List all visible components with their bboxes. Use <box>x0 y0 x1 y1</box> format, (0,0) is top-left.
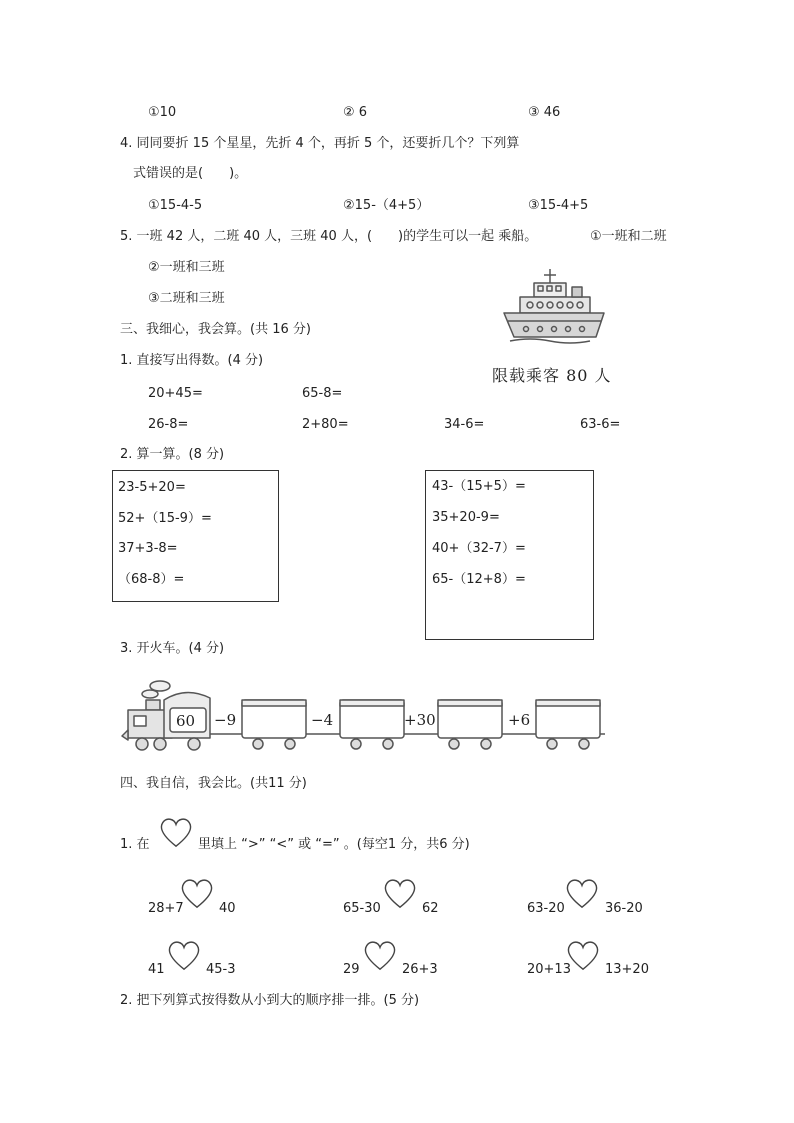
q4-option-2: ②15-（4+5） <box>343 198 430 213</box>
heart-icon[interactable] <box>563 876 601 910</box>
compare-left: 20+13 <box>527 962 571 977</box>
compare-right: 36-20 <box>605 901 643 916</box>
section-3-q2-title: 2. 算一算。(8 分) <box>120 447 225 462</box>
q4-line-2: 式错误的是( )。 <box>133 166 248 181</box>
calc-item: 65-8= <box>302 386 343 401</box>
heart-icon[interactable] <box>165 938 203 972</box>
boat-caption: 限载乘客 80 人 <box>492 366 612 385</box>
compare-left: 41 <box>148 962 165 977</box>
compare-left: 65-30 <box>343 901 381 916</box>
calc-item: 26-8= <box>148 417 189 432</box>
compare-right: 13+20 <box>605 962 649 977</box>
train-start-number: 60 <box>176 712 196 730</box>
section-4-q2-title: 2. 把下列算式按得数从小到大的顺序排一排。(5 分) <box>120 993 420 1008</box>
heart-icon <box>157 815 195 849</box>
heart-icon[interactable] <box>564 938 602 972</box>
calc-left-item: 23-5+20= <box>118 480 186 495</box>
compare-left: 63-20 <box>527 901 565 916</box>
section-3-title: 三、我细心，我会算。(共 16 分) <box>120 322 311 337</box>
calc-right-item: 65-（12+8）= <box>432 572 526 587</box>
q3-option-3: ③ 46 <box>528 105 561 120</box>
calc-item: 20+45= <box>148 386 203 401</box>
heart-icon[interactable] <box>381 876 419 910</box>
section-4-q1-prefix: 1. 在 <box>120 837 150 852</box>
section-4-title: 四、我自信，我会比。(共11 分) <box>120 776 307 791</box>
calc-right-item: 40+（32-7）= <box>432 541 526 556</box>
section-3-q3-title: 3. 开火车。(4 分) <box>120 641 225 656</box>
calc-left-item: 52+（15-9）= <box>118 511 212 526</box>
q4-line-1: 4. 同同要折 15 个星星，先折 4 个，再折 5 个，还要折几个？下列算 <box>120 136 520 151</box>
q5-line-1: 5. 一班 42 人，二班 40 人，三班 40 人，( )的学生可以一起 乘船。 <box>120 229 538 244</box>
train-op: −9 <box>214 711 237 729</box>
section-3-q1-title: 1. 直接写出得数。(4 分) <box>120 353 264 368</box>
train-op: +6 <box>508 711 531 729</box>
q4-option-3: ③15-4+5 <box>528 198 589 213</box>
calc-left-item: 37+3-8= <box>118 541 178 556</box>
compare-right: 40 <box>219 901 236 916</box>
heart-icon[interactable] <box>178 876 216 910</box>
calc-left-item: （68-8）= <box>118 572 185 587</box>
calc-item: 63-6= <box>580 417 621 432</box>
calc-item: 2+80= <box>302 417 349 432</box>
section-4-q1-suffix: 里填上 “>” “<” 或 “=” 。(每空1 分，共6 分) <box>198 837 470 852</box>
q3-option-1: ①10 <box>148 105 177 120</box>
train-op: −4 <box>311 711 334 729</box>
q5-option-2: ②一班和三班 <box>148 260 225 275</box>
compare-right: 26+3 <box>402 962 438 977</box>
q3-option-2: ② 6 <box>343 105 368 120</box>
calc-item: 34-6= <box>444 417 485 432</box>
calc-right-item: 35+20-9= <box>432 510 500 525</box>
train-op: +30 <box>404 711 436 729</box>
boat-illustration <box>500 265 610 355</box>
heart-icon[interactable] <box>361 938 399 972</box>
compare-right: 62 <box>422 901 439 916</box>
compare-right: 45-3 <box>206 962 236 977</box>
compare-left: 28+7 <box>148 901 184 916</box>
q5-option-1: ①一班和二班 <box>590 229 667 244</box>
compare-left: 29 <box>343 962 360 977</box>
q4-option-1: ①15-4-5 <box>148 198 203 213</box>
q5-option-3: ③二班和三班 <box>148 291 225 306</box>
calc-right-item: 43-（15+5）= <box>432 479 526 494</box>
